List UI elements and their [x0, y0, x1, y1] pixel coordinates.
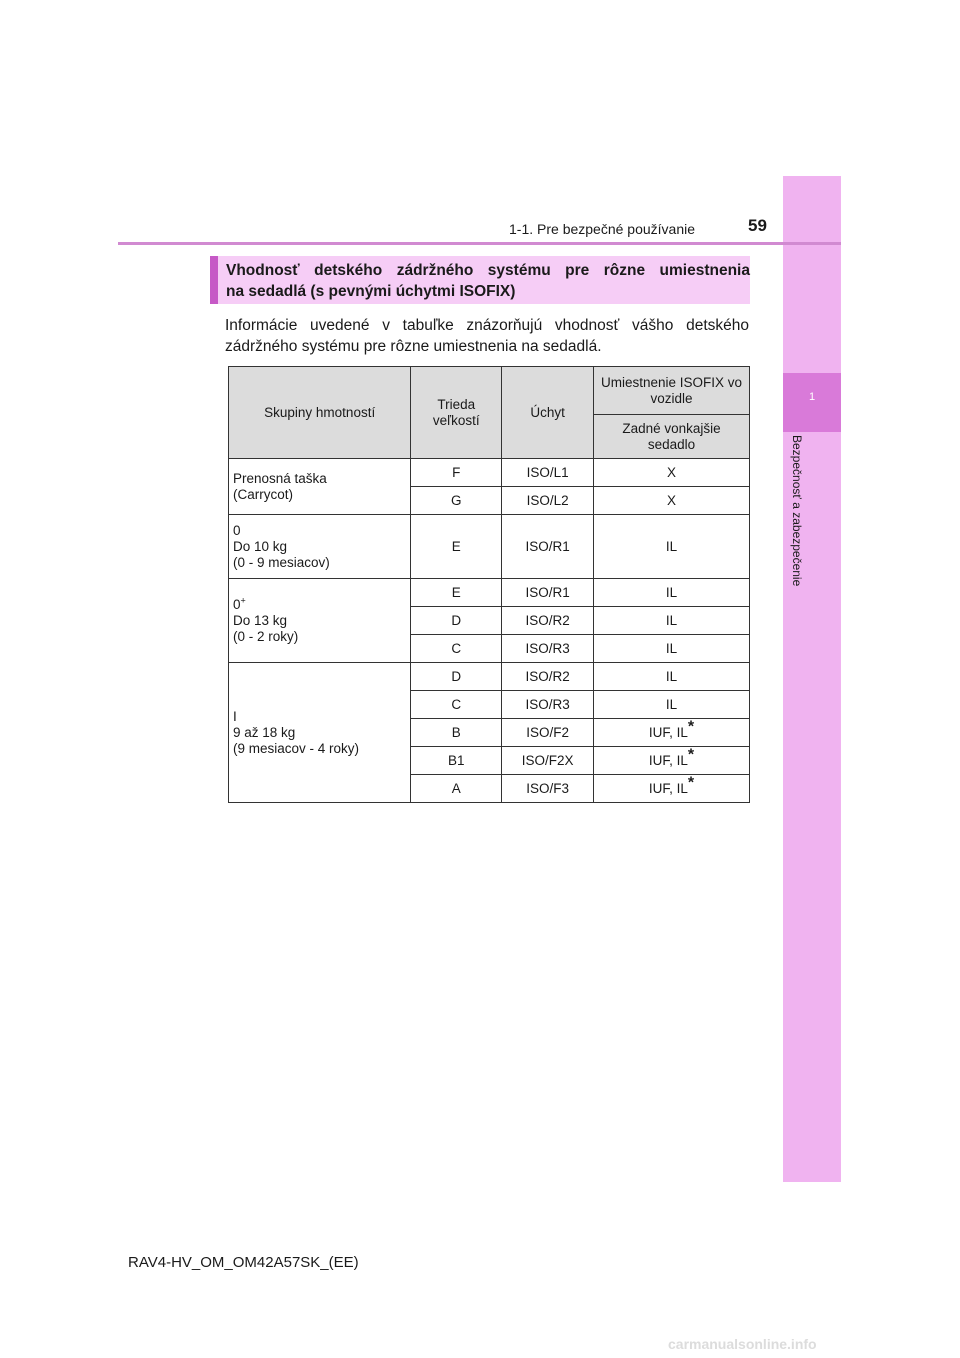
cell-suitability: IL — [594, 663, 750, 691]
cell-size: A — [411, 775, 502, 803]
group-carrycot-line1: Prenosná taška — [233, 470, 327, 486]
cell-suitability: IL — [594, 515, 750, 579]
group-0-plus-line1 — [233, 597, 410, 613]
cell-size: E — [411, 515, 502, 579]
footnote-asterisk: * — [687, 718, 695, 736]
cell-suitability-text: IUF, IL — [648, 725, 688, 740]
table-row — [229, 663, 750, 691]
cell-size: C — [411, 691, 502, 719]
cell-size: D — [411, 663, 502, 691]
cell-fixture: ISO/R2 — [502, 607, 594, 635]
cell-suitability: IL — [594, 579, 750, 607]
header-size-class — [411, 367, 502, 459]
section-heading-line1: Vhodnosť detského zádržného systému pre rôzne umiestnenia — [226, 262, 750, 279]
cell-fixture: ISO/F2 — [502, 719, 594, 747]
cell-suitability: X — [594, 487, 750, 515]
footnote-asterisk: * — [687, 746, 695, 764]
group-0-line2: Do 10 kg — [233, 538, 288, 554]
header-rear-outer-seat-text: Zadné vonkajšie sedadlo — [622, 420, 721, 452]
cell-fixture: ISO/R1 — [502, 579, 594, 607]
section-heading-box — [210, 256, 750, 304]
group-0-plus — [229, 579, 411, 663]
group-0-plus-label: 0 — [233, 596, 241, 612]
cell-suitability: IL — [594, 635, 750, 663]
cell-suitability-text: IUF, IL — [648, 781, 688, 796]
cell-fixture: ISO/F2X — [502, 747, 594, 775]
section-heading-line2: na sedadlá (s pevnými úchytmi ISOFIX) — [226, 283, 516, 300]
group-1-line1: I — [233, 708, 237, 724]
cell-fixture: ISO/R1 — [502, 515, 594, 579]
chapter-label: Bezpečnosť a zabezpečenie — [790, 435, 804, 587]
table-row — [229, 459, 750, 487]
group-0 — [229, 515, 411, 579]
cell-size: D — [411, 607, 502, 635]
isofix-suitability-table — [228, 366, 750, 803]
header-rear-outer-seat — [594, 415, 750, 459]
header-weight-group: Skupiny hmotností — [229, 367, 411, 459]
chapter-side-tab — [783, 176, 841, 1182]
section-heading — [226, 260, 750, 302]
group-0-plus-line3: (0 - 2 roky) — [233, 628, 299, 644]
cell-size: F — [411, 459, 502, 487]
intro-line2: zádržného systému pre rôzne umiestnenia na sedadlá. — [225, 338, 602, 355]
group-carrycot-line2: (Carrycot) — [233, 486, 293, 502]
group-0-plus-sup: + — [240, 595, 246, 605]
cell-suitability — [594, 775, 750, 803]
group-0-line3: (0 - 9 mesiacov) — [233, 554, 330, 570]
header-isofix-position-text: Umiestnenie ISOFIX vo vozidle — [600, 374, 743, 406]
cell-suitability — [594, 747, 750, 775]
table-row — [229, 579, 750, 607]
header-fixture: Úchyt — [502, 367, 594, 459]
group-carrycot — [229, 459, 411, 515]
cell-size: C — [411, 635, 502, 663]
group-1 — [229, 663, 411, 803]
cell-size: B1 — [411, 747, 502, 775]
cell-fixture: ISO/R3 — [502, 635, 594, 663]
cell-suitability — [594, 719, 750, 747]
watermark: carmanualsonline.info — [668, 1336, 817, 1352]
intro-line1: Informácie uvedené v tabuľke znázorňujú vhodnosť vášho detského — [225, 317, 749, 334]
page-number: 59 — [748, 216, 767, 235]
section-header-title: 1-1. Pre bezpečné používanie — [509, 221, 696, 237]
chapter-label-container — [786, 435, 804, 625]
cell-size: B — [411, 719, 502, 747]
group-0-line1: 0 — [233, 522, 241, 538]
cell-suitability-text: IUF, IL — [648, 753, 688, 768]
cell-size: E — [411, 579, 502, 607]
cell-suitability: IL — [594, 691, 750, 719]
group-1-line2: 9 až 18 kg — [233, 724, 296, 740]
cell-fixture: ISO/R3 — [502, 691, 594, 719]
header-isofix-position — [594, 367, 750, 415]
cell-fixture: ISO/R2 — [502, 663, 594, 691]
cell-size: G — [411, 487, 502, 515]
document-code-footer: RAV4-HV_OM_OM42A57SK_(EE) — [128, 1254, 359, 1271]
chapter-number: 1 — [808, 391, 816, 403]
group-1-line3: (9 mesiacov - 4 roky) — [233, 740, 360, 756]
cell-suitability: X — [594, 459, 750, 487]
cell-suitability: IL — [594, 607, 750, 635]
group-0-plus-line2: Do 13 kg — [233, 612, 288, 628]
header-divider — [118, 242, 841, 245]
footnote-asterisk: * — [687, 774, 695, 792]
header-size-class-text: Trieda veľkostí — [432, 396, 480, 428]
cell-fixture: ISO/L1 — [502, 459, 594, 487]
cell-fixture: ISO/L2 — [502, 487, 594, 515]
chapter-number-tab[interactable] — [783, 373, 841, 432]
table-row — [229, 515, 750, 579]
cell-fixture: ISO/F3 — [502, 775, 594, 803]
intro-paragraph — [225, 315, 749, 357]
